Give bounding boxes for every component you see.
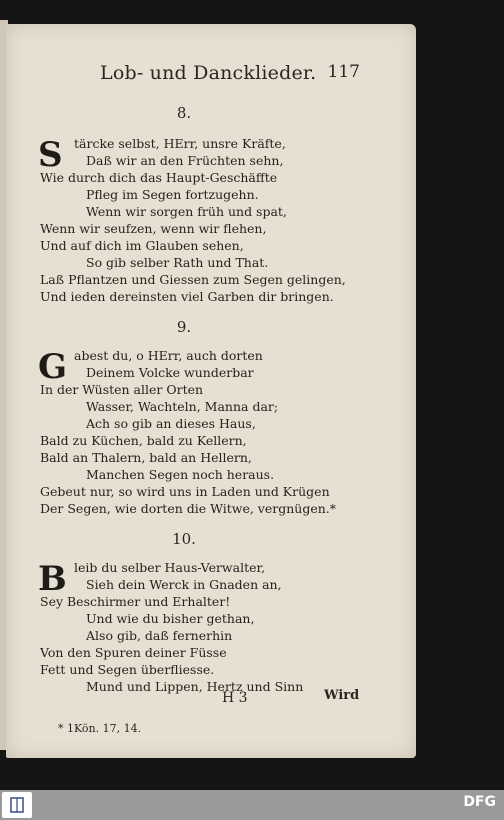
verse-line: Wasser, Wachteln, Manna dar; bbox=[86, 399, 279, 414]
page-number: 117 bbox=[327, 62, 360, 82]
verse-line: Von den Spuren deiner Füsse bbox=[40, 645, 227, 660]
verse-line: Daß wir an den Früchten sehn, bbox=[86, 153, 284, 168]
verse-line: Und auf dich im Glauben sehen, bbox=[40, 238, 244, 253]
drop-capital: S bbox=[38, 135, 63, 175]
verse-line: Der Segen, wie dorten die Witwe, vergnügen.* bbox=[40, 501, 337, 516]
verse-line: Sey Beschirmer und Erhalter! bbox=[40, 594, 231, 609]
viewer-bottom-bar bbox=[0, 790, 504, 820]
verse-line: Und ieden dereinsten viel Garben dir bringen. bbox=[40, 289, 334, 304]
verse-line: Also gib, daß fernerhin bbox=[86, 628, 233, 643]
verse-line: tärcke selbst, HErr, unsre Kräfte, bbox=[74, 136, 286, 151]
drop-capital: G bbox=[38, 347, 68, 387]
verse-line: Wenn wir seufzen, wenn wir flehen, bbox=[40, 221, 267, 236]
catchword: Wird bbox=[324, 688, 360, 703]
verse-line: Ach so gib an dieses Haus, bbox=[86, 416, 256, 431]
verse-line: So gib selber Rath und That. bbox=[86, 255, 269, 270]
drop-capital: B bbox=[38, 559, 67, 599]
verse-line: Bald zu Küchen, bald zu Kellern, bbox=[40, 433, 247, 448]
library-logo-icon bbox=[2, 792, 32, 818]
verse-line: leib du selber Haus-Verwalter, bbox=[74, 560, 266, 575]
verse-line: Und wie du bisher gethan, bbox=[86, 611, 255, 626]
verse-line: Sieh dein Werck in Gnaden an, bbox=[86, 577, 282, 592]
stanza-number: 8. bbox=[176, 104, 192, 122]
running-header bbox=[100, 62, 360, 88]
footnote: * 1Kön. 17, 14. bbox=[58, 722, 142, 735]
signature-mark: H 3 bbox=[222, 690, 248, 706]
running-title: Lob- und Dancklieder. bbox=[100, 62, 317, 84]
verse-line: Laß Pflantzen und Giessen zum Segen gelingen, bbox=[40, 272, 346, 287]
stanza-number: 9. bbox=[176, 318, 192, 336]
verse-line: In der Wüsten aller Orten bbox=[40, 382, 204, 397]
dfg-logo: DFG bbox=[463, 794, 496, 810]
verse-line: Wenn wir sorgen früh und spat, bbox=[86, 204, 287, 219]
verse-line: abest du, o HErr, auch dorten bbox=[74, 348, 263, 363]
verse-line: Deinem Volcke wunderbar bbox=[86, 365, 254, 380]
verse-line: Manchen Segen noch heraus. bbox=[86, 467, 275, 482]
verse-line: Fett und Segen überfliesse. bbox=[40, 662, 215, 677]
stanza-number: 10. bbox=[172, 530, 196, 548]
verse-line: Mund und Lippen, Hertz und Sinn bbox=[86, 679, 304, 694]
verse-line: Gebeut nur, so wird uns in Laden und Krügen bbox=[40, 484, 330, 499]
verse-line: Wie durch dich das Haupt-Geschäffte bbox=[40, 170, 278, 185]
verse-line: Bald an Thalern, bald an Hellern, bbox=[40, 450, 252, 465]
verse-line: Pfleg im Segen fortzugehn. bbox=[86, 187, 259, 202]
